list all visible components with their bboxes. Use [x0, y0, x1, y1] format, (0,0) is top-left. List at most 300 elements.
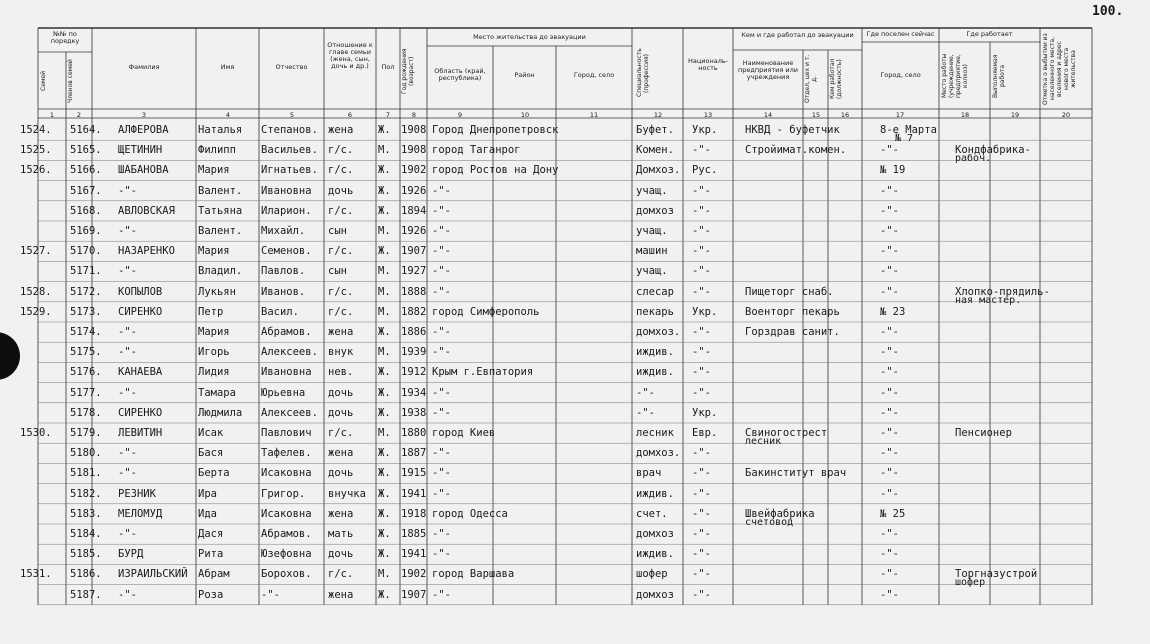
- birth-year-cell: 1885: [401, 528, 427, 540]
- specialty-cell: Домхоз.: [636, 164, 681, 177]
- specialty-cell: шофер: [636, 568, 668, 581]
- settled-place-cell: № 25: [880, 507, 906, 520]
- relation-cell: нев.: [328, 366, 354, 379]
- relation-cell: сын: [328, 265, 347, 278]
- specialty-cell: иждив.: [636, 487, 674, 500]
- specialty-cell: домхоз: [636, 528, 674, 540]
- first-name-cell: Дася: [198, 528, 224, 540]
- residence-cell: -"-: [432, 285, 451, 298]
- settled-place-cell: -"-: [880, 528, 899, 540]
- settled-place-cell: -"-: [880, 427, 899, 439]
- first-name-cell: Владил.: [198, 265, 243, 278]
- member-number-cell: 5185.: [70, 548, 102, 561]
- nationality-cell: -"-: [692, 548, 711, 561]
- column-number: 6: [347, 111, 353, 119]
- first-name-cell: Игорь: [198, 346, 230, 359]
- family-number-cell: 1528.: [20, 285, 52, 298]
- relation-cell: жена: [328, 588, 354, 601]
- column-number: 3: [141, 111, 147, 119]
- member-number-cell: 5181.: [70, 467, 102, 480]
- header-position: Кем работал (должность): [829, 58, 843, 100]
- member-number-cell: 5177.: [70, 386, 102, 399]
- nationality-cell: -"-: [692, 184, 711, 197]
- residence-cell: -"-: [432, 326, 451, 338]
- residence-cell: -"-: [432, 406, 451, 419]
- family-number-cell: 1530.: [20, 427, 52, 439]
- surname-cell: -"-: [118, 326, 137, 338]
- patronymic-cell: Игнатьев.: [261, 164, 318, 177]
- nationality-cell: -"-: [692, 588, 711, 601]
- relation-cell: дочь: [328, 386, 354, 399]
- patronymic-cell: Ивановна: [261, 366, 312, 379]
- surname-cell: -"-: [118, 265, 137, 278]
- relation-cell: жена: [328, 447, 354, 460]
- settled-place-cell: № 19: [880, 164, 906, 177]
- residence-cell: -"-: [432, 204, 451, 217]
- nationality-cell: -"-: [692, 386, 711, 399]
- member-number-cell: 5173.: [70, 305, 102, 318]
- member-number-cell: 5167.: [70, 184, 102, 197]
- settled-place-cell: -"-: [880, 285, 899, 298]
- specialty-cell: пекарь: [636, 305, 674, 318]
- residence-cell: город Ростов на Дону: [432, 164, 559, 177]
- first-name-cell: Валент.: [198, 184, 243, 197]
- column-number: 14: [763, 111, 773, 119]
- member-number-cell: 5174.: [70, 326, 102, 338]
- settled-place-cell: -"-: [880, 144, 899, 157]
- sex-cell: Ж.: [378, 366, 391, 379]
- page-number: 100.: [1092, 4, 1124, 19]
- header-settled-group: Где поселен сейчас: [866, 31, 935, 38]
- nationality-cell: -"-: [692, 204, 711, 217]
- nationality-cell: -"-: [692, 467, 711, 480]
- first-name-cell: Мария: [198, 326, 230, 338]
- patronymic-cell: Абрамов.: [261, 528, 312, 540]
- sex-cell: Ж.: [378, 406, 391, 419]
- sex-cell: М.: [378, 427, 391, 439]
- surname-cell: РЕЗНИК: [118, 487, 156, 500]
- patronymic-cell: Павлов.: [261, 265, 306, 278]
- header-city: Город, село: [573, 72, 615, 79]
- header-member-no: Членов семей: [67, 59, 74, 103]
- member-number-cell: 5168.: [70, 204, 102, 217]
- birth-year-cell: 1926: [401, 225, 427, 237]
- previous-work-cell: Военторг пекарь: [745, 305, 840, 318]
- settled-place-cell: -"-: [880, 326, 899, 338]
- specialty-cell: учащ.: [636, 265, 668, 278]
- specialty-cell: -"-: [636, 386, 655, 399]
- surname-cell: -"-: [118, 467, 137, 480]
- birth-year-cell: 1908: [401, 144, 427, 157]
- column-number: 7: [385, 111, 391, 119]
- column-number: 13: [703, 111, 713, 119]
- previous-work-cell: Пищеторг снаб.: [745, 285, 834, 298]
- relation-cell: дочь: [328, 467, 354, 480]
- nationality-cell: Укр.: [692, 305, 718, 318]
- birth-year-cell: 1915: [401, 467, 427, 480]
- header-department: Отдел, цех и т. д.: [804, 54, 818, 104]
- nationality-cell: -"-: [692, 447, 711, 460]
- column-number: 4: [225, 111, 231, 119]
- settled-place-cell: -"-: [880, 568, 899, 581]
- residence-cell: Город Днепропетровск: [432, 124, 559, 136]
- residence-cell: -"-: [432, 386, 451, 399]
- specialty-cell: машин: [636, 245, 668, 258]
- settled-place-cell: -"-: [880, 447, 899, 460]
- member-number-cell: 5169.: [70, 225, 102, 237]
- birth-year-cell: 1912: [401, 366, 427, 379]
- sex-cell: М.: [378, 225, 391, 237]
- settled-place-line2-cell: № 7: [895, 133, 914, 144]
- column-number: 1: [49, 111, 55, 119]
- member-number-cell: 5165.: [70, 144, 102, 157]
- member-number-cell: 5166.: [70, 164, 102, 177]
- previous-work-cell: Свиногострест: [745, 427, 828, 439]
- member-number-cell: 5164.: [70, 124, 102, 136]
- birth-year-cell: 1907: [401, 245, 427, 258]
- first-name-cell: Мария: [198, 245, 230, 258]
- header-name: Имя: [220, 64, 235, 71]
- first-name-cell: Людмила: [198, 406, 243, 419]
- settled-place-cell: -"-: [880, 245, 899, 258]
- relation-cell: дочь: [328, 406, 354, 419]
- residence-cell: -"-: [432, 467, 451, 480]
- sex-cell: Ж.: [378, 507, 391, 520]
- relation-cell: г/с.: [328, 204, 354, 217]
- first-name-cell: Берта: [198, 467, 230, 480]
- nationality-cell: -"-: [692, 245, 711, 258]
- previous-work-cell: Стройимат.комен.: [745, 144, 847, 157]
- residence-cell: город Симферополь: [432, 305, 540, 318]
- birth-year-cell: 1927: [401, 265, 427, 278]
- specialty-cell: лесник: [636, 427, 674, 439]
- nationality-cell: Укр.: [692, 406, 718, 419]
- patronymic-cell: Абрамов.: [261, 326, 312, 338]
- first-name-cell: Рита: [198, 548, 224, 561]
- previous-work-cell: Швейфабрика: [745, 507, 815, 520]
- first-name-cell: Петр: [198, 305, 224, 318]
- nationality-cell: -"-: [692, 144, 711, 157]
- settled-place-cell: -"-: [880, 184, 899, 197]
- nationality-cell: -"-: [692, 507, 711, 520]
- header-sex: Пол: [381, 64, 395, 71]
- birth-year-cell: 1894: [401, 204, 427, 217]
- sex-cell: Ж.: [378, 467, 391, 480]
- residence-cell: -"-: [432, 528, 451, 540]
- settled-place-cell: -"-: [880, 487, 899, 500]
- first-name-cell: Наталья: [198, 124, 243, 136]
- specialty-cell: врач: [636, 467, 662, 480]
- header-patronymic: Отчество: [275, 64, 308, 71]
- birth-year-cell: 1939: [401, 346, 427, 359]
- column-number: 5: [289, 111, 295, 119]
- member-number-cell: 5170.: [70, 245, 102, 258]
- residence-cell: -"-: [432, 588, 451, 601]
- header-family-no: Семей: [40, 71, 47, 91]
- patronymic-cell: Васил.: [261, 305, 299, 318]
- member-number-cell: 5187.: [70, 588, 102, 601]
- settled-place-cell: -"-: [880, 366, 899, 379]
- relation-cell: г/с.: [328, 245, 354, 258]
- settled-place-cell: -"-: [880, 225, 899, 237]
- sex-cell: М.: [378, 346, 391, 359]
- birth-year-cell: 1886: [401, 326, 427, 338]
- birth-year-cell: 1902: [401, 568, 427, 581]
- nationality-cell: -"-: [692, 366, 711, 379]
- current-work-cell: Хлопко-прядиль-: [955, 285, 1050, 298]
- previous-work-cell: Бакинститут врач: [745, 467, 847, 480]
- nationality-cell: Евр.: [692, 427, 718, 439]
- residence-cell: город Варшава: [432, 568, 515, 581]
- residence-cell: -"-: [432, 346, 451, 359]
- first-name-cell: Лукьян: [198, 285, 236, 298]
- surname-cell: ШАБАНОВА: [118, 164, 169, 177]
- member-number-cell: 5178.: [70, 406, 102, 419]
- current-work-line2-cell: рабоч.: [955, 153, 992, 165]
- settled-place-cell: -"-: [880, 588, 899, 601]
- specialty-cell: учащ.: [636, 225, 668, 237]
- sex-cell: Ж.: [378, 124, 391, 136]
- nationality-cell: -"-: [692, 568, 711, 581]
- header-notes: Отметка о выбытии из населенного места, вселения и адрес нового места жительства: [1042, 33, 1077, 105]
- relation-cell: внучка: [328, 487, 366, 500]
- header-settled-city: Город, село: [880, 72, 921, 79]
- residence-cell: Крым г.Евпатория: [432, 366, 534, 379]
- nationality-cell: -"-: [692, 346, 711, 359]
- patronymic-cell: Ивановна: [261, 184, 312, 197]
- sex-cell: М.: [378, 265, 391, 278]
- specialty-cell: счет.: [636, 507, 668, 520]
- birth-year-cell: 1888: [401, 285, 427, 298]
- header-work-group: Кем и где работал до эвакуации: [741, 32, 854, 39]
- header-work-place: Место работы (учреждение, предприятие, колхоз): [941, 53, 969, 99]
- specialty-cell: домхоз.: [636, 326, 681, 338]
- sex-cell: Ж.: [378, 386, 391, 399]
- patronymic-cell: Михайл.: [261, 225, 306, 237]
- birth-year-cell: 1938: [401, 406, 427, 419]
- patronymic-cell: Павлович: [261, 427, 312, 439]
- member-number-cell: 5179.: [70, 427, 102, 439]
- family-number-cell: 1531.: [20, 568, 52, 581]
- surname-cell: КОПЫЛОВ: [118, 285, 163, 298]
- specialty-cell: учащ.: [636, 184, 668, 197]
- header-region: Область (край, республика): [434, 68, 486, 82]
- column-number: 17: [895, 111, 905, 119]
- header-relation: Отношение к главе семьи (жена, сын, дочь и др.): [327, 42, 373, 70]
- first-name-cell: Татьяна: [198, 204, 243, 217]
- settled-place-cell: -"-: [880, 346, 899, 359]
- column-number: 15: [811, 111, 821, 119]
- current-work-cell: Торгназустрой: [955, 568, 1038, 581]
- residence-cell: -"-: [432, 184, 451, 197]
- sex-cell: М.: [378, 144, 391, 157]
- sex-cell: Ж.: [378, 447, 391, 460]
- relation-cell: г/с.: [328, 164, 354, 177]
- header-birth-year: Год рождения (возраст): [401, 48, 415, 94]
- column-number: 9: [457, 111, 463, 119]
- family-number-cell: 1529.: [20, 305, 52, 318]
- header-enterprise: Наименование предприятия или учреждения: [738, 60, 798, 81]
- settled-place-cell: -"-: [880, 548, 899, 561]
- sex-cell: Ж.: [378, 548, 391, 561]
- member-number-cell: 5172.: [70, 285, 102, 298]
- residence-cell: -"-: [432, 548, 451, 561]
- settled-place-cell: -"-: [880, 406, 899, 419]
- family-number-cell: 1525.: [20, 144, 52, 157]
- current-work-cell: Кондфабрика-: [955, 144, 1031, 157]
- surname-cell: -"-: [118, 346, 137, 359]
- member-number-cell: 5182.: [70, 487, 102, 500]
- patronymic-cell: Тафелев.: [261, 447, 312, 460]
- residence-cell: город Таганрог: [432, 144, 521, 157]
- residence-cell: -"-: [432, 447, 451, 460]
- sex-cell: Ж.: [378, 204, 391, 217]
- member-number-cell: 5184.: [70, 528, 102, 540]
- residence-cell: -"-: [432, 265, 451, 278]
- first-name-cell: Бася: [198, 447, 224, 460]
- family-number-cell: 1524.: [20, 124, 52, 136]
- header-district: Район: [514, 72, 535, 79]
- relation-cell: г/с.: [328, 285, 354, 298]
- sex-cell: М.: [378, 285, 391, 298]
- column-number: 10: [520, 111, 530, 119]
- sex-cell: М.: [378, 568, 391, 581]
- sex-cell: Ж.: [378, 326, 391, 338]
- relation-cell: г/с.: [328, 427, 354, 439]
- settled-place-cell: -"-: [880, 265, 899, 278]
- relation-cell: жена: [328, 326, 354, 338]
- relation-cell: дочь: [328, 548, 354, 561]
- header-surname: Фамилия: [128, 64, 160, 71]
- relation-cell: мать: [328, 528, 354, 540]
- settled-place-cell: -"-: [880, 467, 899, 480]
- current-work-cell: Пенсионер: [955, 427, 1012, 439]
- patronymic-cell: Алексеев.: [261, 406, 318, 419]
- birth-year-cell: 1882: [401, 305, 427, 318]
- patronymic-cell: Васильев.: [261, 144, 318, 157]
- previous-work-line2-cell: лесник: [745, 436, 782, 447]
- surname-cell: АЛФЕРОВА: [118, 124, 169, 136]
- surname-cell: БУРД: [118, 548, 144, 561]
- birth-year-cell: 1941: [401, 487, 427, 500]
- surname-cell: ЩЕТИНИН: [118, 144, 163, 157]
- first-name-cell: Исак: [198, 427, 224, 439]
- previous-work-cell: Горздрав санит.: [745, 326, 840, 338]
- surname-cell: -"-: [118, 588, 137, 601]
- column-number: 16: [840, 111, 850, 119]
- specialty-cell: домхоз: [636, 588, 674, 601]
- nationality-cell: -"-: [692, 326, 711, 338]
- patronymic-cell: -"-: [261, 588, 280, 601]
- relation-cell: жена: [328, 507, 354, 520]
- birth-year-cell: 1941: [401, 548, 427, 561]
- column-number: 8: [411, 111, 417, 119]
- family-number-cell: 1527.: [20, 245, 52, 258]
- settled-place-cell: № 23: [880, 305, 906, 318]
- relation-cell: внук: [328, 346, 354, 359]
- specialty-cell: иждив.: [636, 366, 674, 379]
- specialty-cell: домхоз.: [636, 447, 681, 460]
- current-work-line2-cell: ная мастер.: [955, 294, 1022, 306]
- column-number: 19: [1010, 111, 1020, 119]
- birth-year-cell: 1926: [401, 184, 427, 197]
- member-number-cell: 5180.: [70, 447, 102, 460]
- nationality-cell: -"-: [692, 528, 711, 540]
- nationality-cell: -"-: [692, 285, 711, 298]
- sex-cell: Ж.: [378, 588, 391, 601]
- column-number: 12: [653, 111, 663, 119]
- patronymic-cell: Григор.: [261, 487, 306, 500]
- sex-cell: Ж.: [378, 245, 391, 258]
- surname-cell: МЕЛОМУД: [118, 507, 163, 520]
- surname-cell: -"-: [118, 225, 137, 237]
- first-name-cell: Лидия: [198, 366, 230, 379]
- patronymic-cell: Алексеев.: [261, 346, 318, 359]
- previous-work-line2-cell: счетовод: [745, 516, 794, 528]
- surname-cell: НАЗАРЕНКО: [118, 245, 175, 258]
- first-name-cell: Ида: [198, 507, 217, 520]
- relation-cell: г/с.: [328, 305, 354, 318]
- residence-cell: город Киев: [432, 427, 496, 439]
- specialty-cell: Буфет.: [636, 124, 674, 136]
- surname-cell: КАНАЕВА: [118, 366, 163, 379]
- header-specialty: Специальность (профессия): [636, 48, 650, 98]
- column-number: 11: [589, 111, 599, 119]
- header-nationality: Националь- ность: [687, 58, 729, 72]
- relation-cell: сын: [328, 225, 347, 237]
- specialty-cell: -"-: [636, 406, 655, 419]
- header-residence-group: Место жительства до эвакуации: [473, 34, 586, 41]
- header-work-done: Выполняемая работа: [992, 54, 1006, 98]
- patronymic-cell: Степанов.: [261, 124, 318, 136]
- surname-cell: АВЛОВСКАЯ: [118, 204, 175, 217]
- residence-cell: -"-: [432, 225, 451, 237]
- first-name-cell: Валент.: [198, 225, 243, 237]
- column-number: 20: [1061, 111, 1071, 119]
- settled-place-cell: -"-: [880, 386, 899, 399]
- residence-cell: -"-: [432, 487, 451, 500]
- surname-cell: ЛЕВИТИН: [118, 427, 163, 439]
- relation-cell: жена: [328, 124, 354, 136]
- surname-cell: ИЗРАИЛЬСКИЙ: [118, 568, 188, 581]
- specialty-cell: иждив.: [636, 346, 674, 359]
- residence-cell: город Одесса: [432, 507, 508, 520]
- patronymic-cell: Исаковна: [261, 507, 312, 520]
- column-number: 18: [960, 111, 970, 119]
- member-number-cell: 5183.: [70, 507, 102, 520]
- surname-cell: -"-: [118, 184, 137, 197]
- first-name-cell: Филипп: [198, 144, 236, 157]
- specialty-cell: Комен.: [636, 144, 674, 157]
- patronymic-cell: Семенов.: [261, 245, 312, 258]
- specialty-cell: домхоз: [636, 204, 674, 217]
- nationality-cell: -"-: [692, 487, 711, 500]
- patronymic-cell: Борохов.: [261, 568, 312, 581]
- patronymic-cell: Иванов.: [261, 285, 306, 298]
- first-name-cell: Мария: [198, 164, 230, 177]
- sex-cell: М.: [378, 305, 391, 318]
- specialty-cell: иждив.: [636, 548, 674, 561]
- family-number-cell: 1526.: [20, 164, 52, 177]
- birth-year-cell: 1887: [401, 447, 427, 460]
- patronymic-cell: Юрьевна: [261, 386, 306, 399]
- birth-year-cell: 1918: [401, 507, 427, 520]
- first-name-cell: Ира: [198, 487, 217, 500]
- nationality-cell: -"-: [692, 265, 711, 278]
- settled-place-cell: 8-е Марта: [880, 124, 937, 136]
- surname-cell: СИРЕНКО: [118, 305, 163, 318]
- birth-year-cell: 1907: [401, 588, 427, 601]
